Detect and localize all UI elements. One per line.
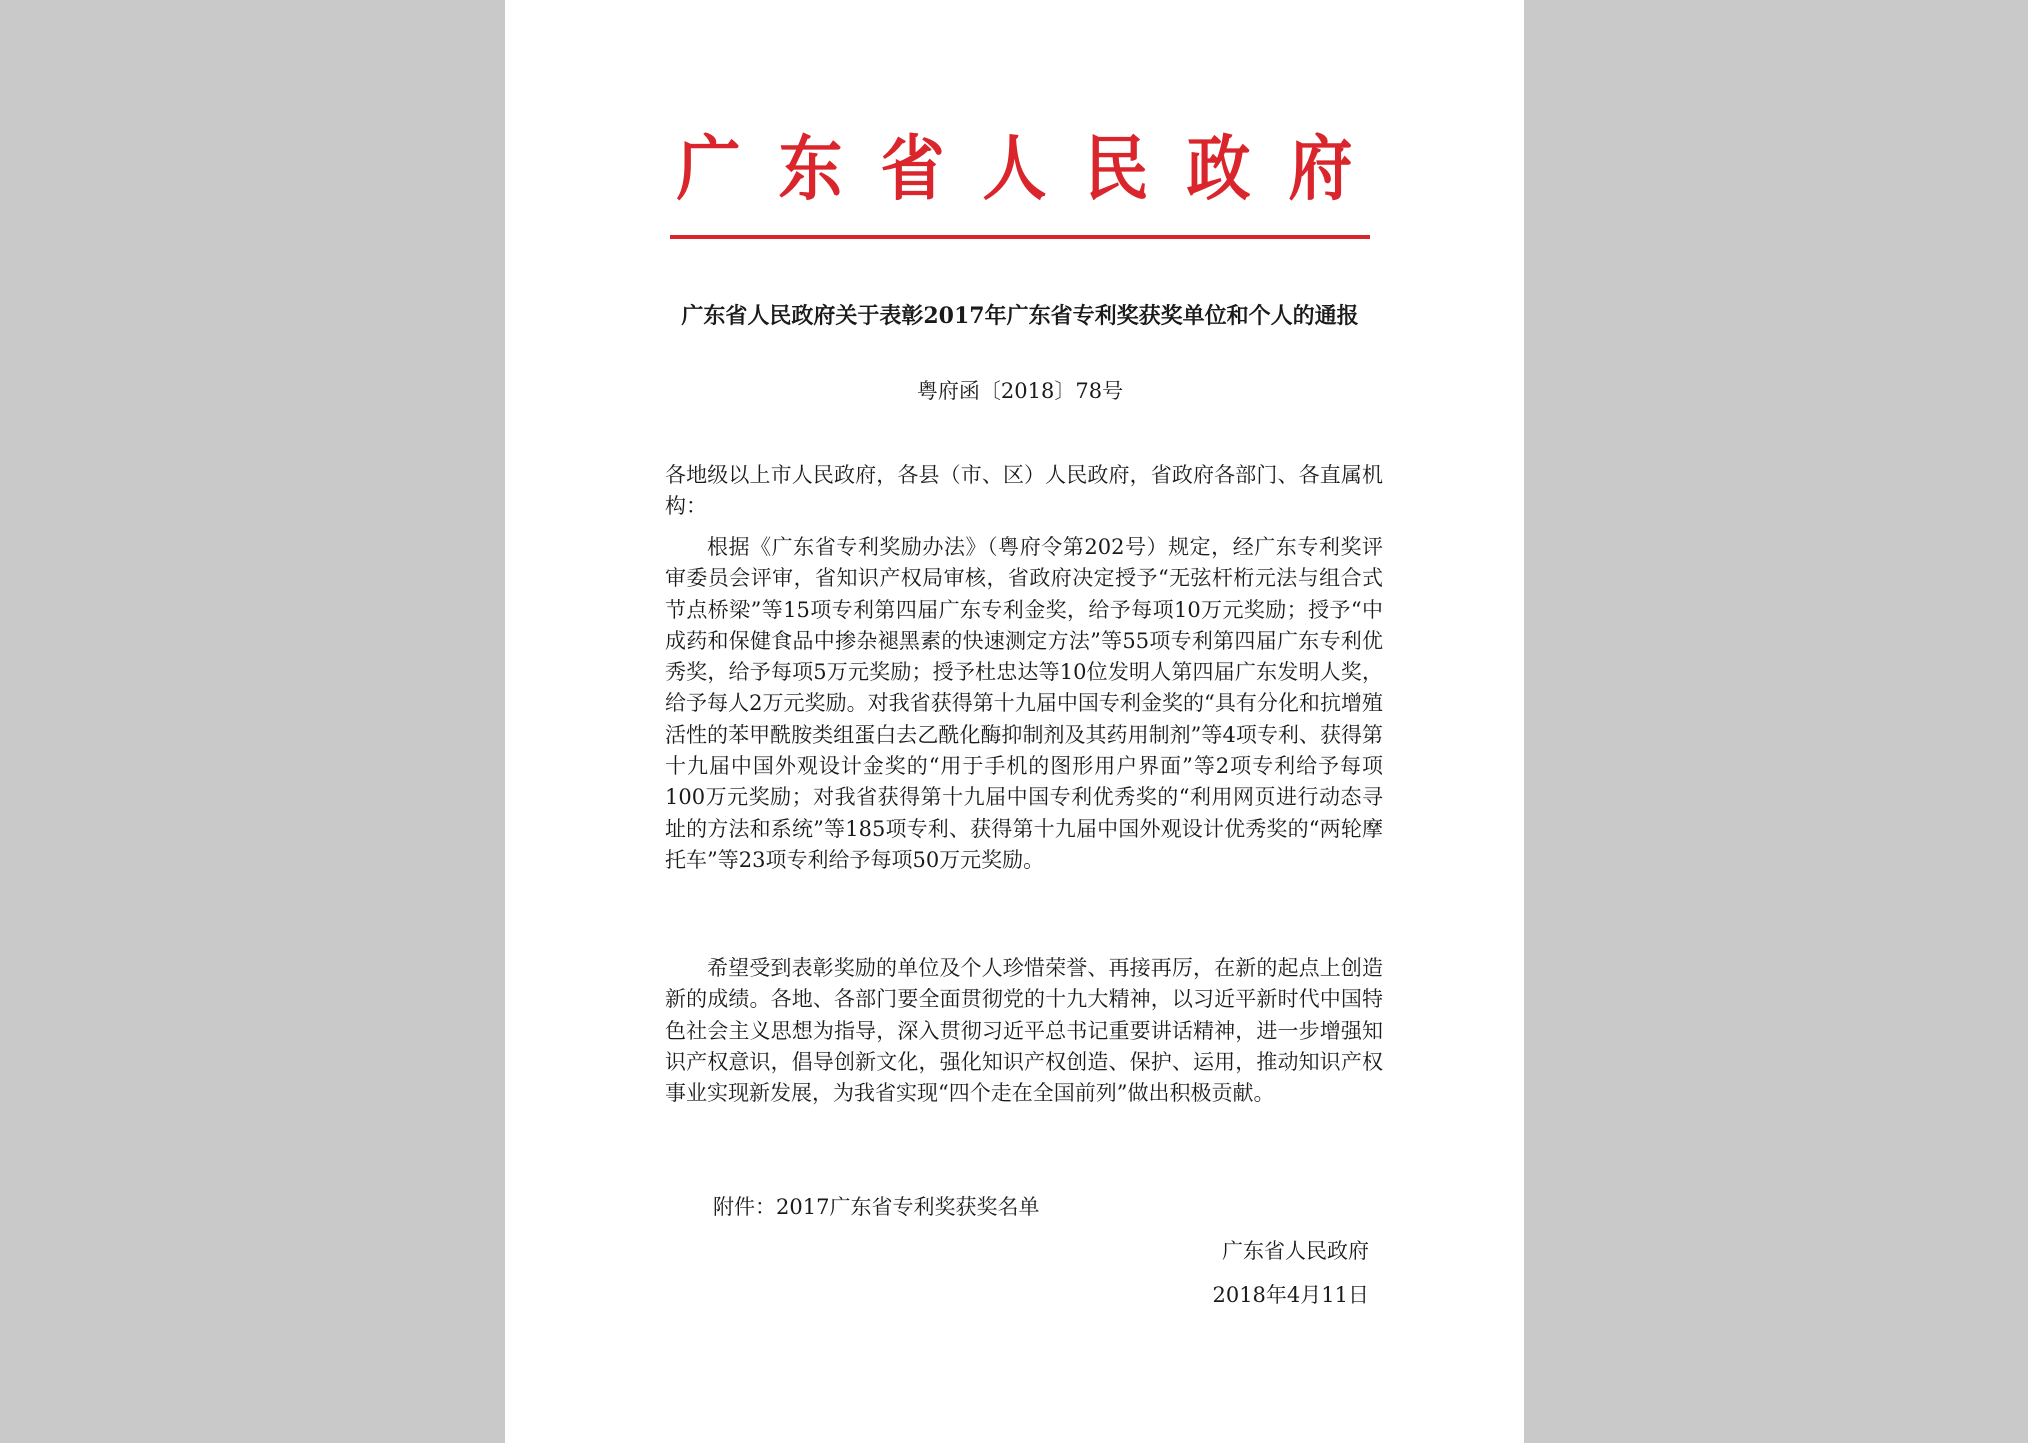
masthead-red-rule <box>670 235 1370 239</box>
issue-date: 2018年4月11日 <box>1212 1283 1369 1307</box>
document-number: 粤府函〔2018〕78号 <box>916 379 1124 403</box>
addressee: 各地级以上市人民政府，各县（市、区）人民政府，省政府各部门、各直属机构： <box>665 463 1383 519</box>
masthead-title: 广东省人民政府 <box>676 128 1391 211</box>
body-paragraph-1: 根据《广东省专利奖励办法》（粤府令第202号）规定，经广东专利奖评审委员会评审，省知识产权局审核，省政府决定授予“无弦杆桁元法与组合式节点桥梁”等15项专利第四届广东专利金奖，给予每项10万元奖励；授予“中成药和保健食品中掺杂褪黑素的快速测定方法”等55项专利第四届广东专利优秀奖，给予每项5万元奖励；授予杜忠达等10位发明人第四届广东发明人奖，给予每人2万元奖励。对我省获得第十九届中国专利金奖的“具有分化和抗增殖活性的苯甲酰胺类组蛋白去乙酰化酶抑制剂及其药用制剂”等4项专利、获得第十九届中国外观设计金奖的“用于手机的图形用户界面”等2项专利给予每项100万元奖励；对我省获得第十九届中国专利优秀奖的“利用网页进行动态寻址的方法和系统”等185项专利、获得第十九届中国外观设计优秀奖的“两轮摩托车”等23项专利给予每项50万元奖励。 <box>665 535 1383 872</box>
document-page <box>505 0 1524 1443</box>
attachment-note: 附件：2017广东省专利奖获奖名单 <box>713 1195 1040 1219</box>
body-paragraph-2: 希望受到表彰奖励的单位及个人珍惜荣誉、再接再厉，在新的起点上创造新的成绩。各地、各部门要全面贯彻党的十九大精神，以习近平新时代中国特色社会主义思想为指导，深入贯彻习近平总书记重要讲话精神，进一步增强知识产权意识，倡导创新文化，强化知识产权创造、保护、运用，推动知识产权事业实现新发展，为我省实现“四个走在全国前列”做出积极贡献。 <box>665 956 1383 1106</box>
document-title: 广东省人民政府关于表彰2017年广东省专利奖获奖单位和个人的通报 <box>681 303 1359 329</box>
issuer-signature: 广东省人民政府 <box>1222 1239 1369 1263</box>
